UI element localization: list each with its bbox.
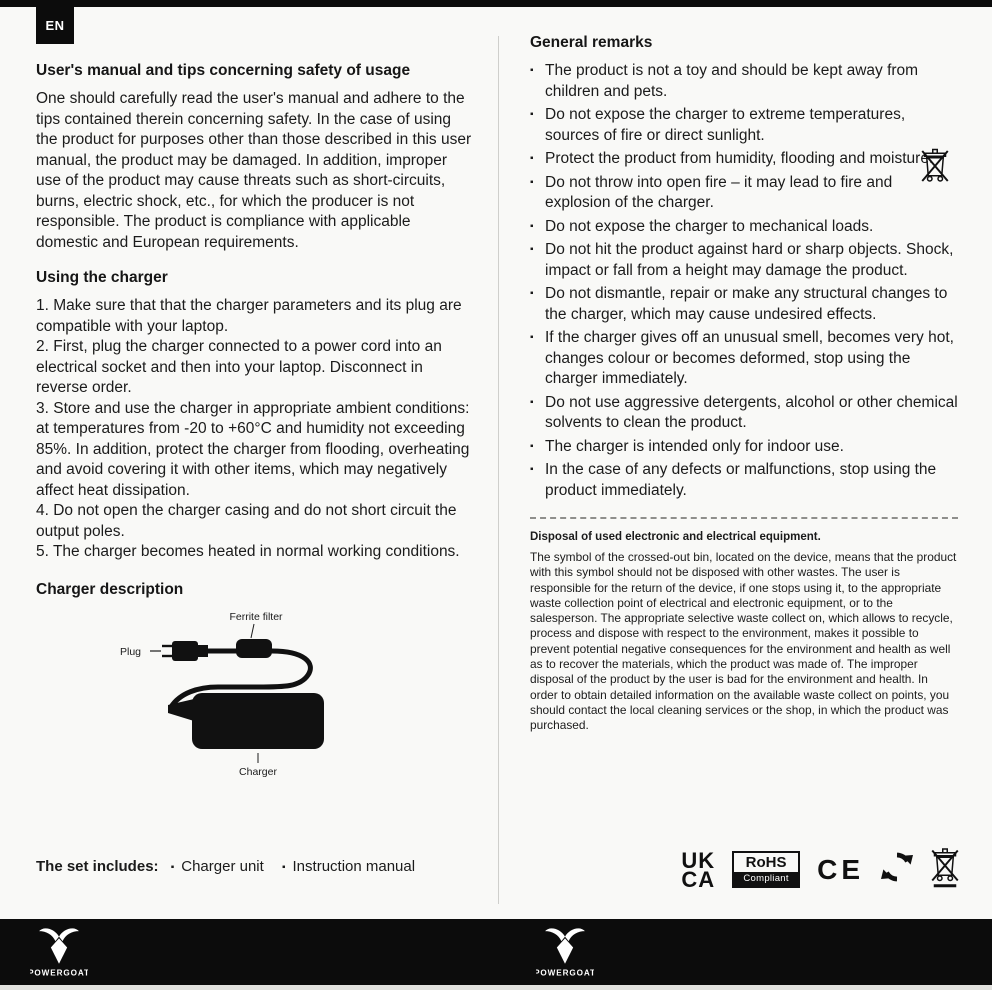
list-item: ▪ Protect the product from humidity, flooding and moisture. — [530, 149, 958, 170]
list-item: ▪ In the case of any defects or malfunctions, stop using the product immediately. — [530, 460, 958, 501]
charger-description-heading: Charger description — [36, 580, 184, 598]
column-divider — [498, 36, 499, 904]
list-item: ▪ Do not dismantle, repair or make any structural changes to the charger, which may cause undesired effects. — [530, 284, 958, 325]
step-item: 2. First, plug the charger connected to a power cord into an electrical socket and then into your laptop. Disconnect in reverse order. — [36, 338, 442, 396]
ce-mark: CE — [817, 853, 864, 885]
list-item: ▪ Do not use aggressive detergents, alcohol or other chemical solvents to clean the product. — [530, 393, 958, 434]
ukca-mark — [681, 847, 716, 892]
using-charger-heading: Using the charger — [36, 269, 168, 286]
weee-crossed-bin-drawing — [920, 146, 950, 186]
list-item: ▪ The charger is intended only for indoor use. — [530, 437, 958, 458]
left-column — [36, 62, 472, 785]
usage-paragraph: One should carefully read the user's manual and adhere to the tips contained therein concerning safety. In the case of using the product for purposes other than those described in this user manual, the product may be damaged. In addition, improper use of the product may cause threats such as short-circuits, burns, electric shock, etc., for which the producer is not responsible. The product is compliance with applicable domestic and European requirements. — [36, 90, 472, 251]
set-includes-item: ▪ Charger unit — [171, 858, 264, 875]
step-item: 3. Store and use the charger in appropriate ambient conditions: at temperatures from -20 to +60°C and humidity not exceeding 85%. In addition, protect the charger from flooding, overheating and avoid covering it with other items, which may negatively affect heat dissipation. — [36, 399, 470, 499]
step-item: 5. The charger becomes heated in normal working conditions. — [36, 543, 460, 560]
step-item: 4. Do not open the charger casing and do not short circuit the output poles. — [36, 502, 457, 540]
list-item: ▪ The product is not a toy and should be kept away from children and pets. — [530, 61, 958, 102]
list-item: ▪ If the charger gives off an unusual smell, becomes very hot, changes colour or becomes deformed, stop using the charger immediately. — [530, 328, 958, 390]
general-remarks-heading: General remarks — [530, 34, 653, 51]
weee-crossed-bin-icon — [920, 146, 950, 191]
set-includes-line — [36, 858, 429, 875]
powergoat-wordmark: POWERGOAT — [536, 968, 594, 978]
charger-diagram-drawing — [108, 605, 348, 780]
ferrite-filter-body — [236, 639, 272, 658]
rohs-title: RoHS — [745, 854, 787, 871]
ferrite-filter-label: Ferrite filter — [229, 610, 283, 623]
list-item: ▪ Do not expose the charger to mechanical loads. — [530, 217, 958, 238]
top-black-bar — [0, 0, 992, 7]
rohs-mark — [732, 851, 800, 888]
usage-heading: User's manual and tips concerning safety of usage — [36, 62, 411, 79]
ferrite-leader-line — [251, 624, 254, 638]
ukca-top: UK — [681, 847, 716, 873]
language-badge: EN — [36, 6, 74, 44]
list-item: ▪ Do not throw into open fire – it may lead to fire and explosion of the charger. — [530, 173, 958, 214]
right-column — [530, 34, 958, 734]
list-item: ▪ Do not hit the product against hard or sharp objects. Shock, impact or fall from a height may damage the product. — [530, 240, 958, 281]
list-item: ▪ Do not expose the charger to extreme temperatures, sources of fire or direct sunlight. — [530, 105, 958, 146]
disposal-paragraph: The symbol of the crossed-out bin, located on the device, means that the product with this symbol should not be disposed with other wastes. The user is responsible for the return of the device, if one stops using it, to the appropriate waste collection point of electrical and electronic equipment, or to the salesperson. The appropriate selective waste collect on, which allows to recycle, process and dispose with respect to the environment, makes it possible to prevent potential negative consequences for the environment and health as well as to recover the materials, which the product was made of. The improper disposal of the product by the user is bad for the environment and health. In order to obtain detailed information on the available waste collect on points, you should contact the local cleaning services or the shop, in which the product was purchased. — [530, 550, 957, 733]
compliance-marks-row — [530, 845, 960, 894]
ukca-bottom: CA — [681, 866, 716, 892]
charger-body — [192, 693, 324, 749]
general-remarks-list — [530, 61, 958, 501]
recycle-icon — [881, 851, 913, 888]
set-includes-item: ▪ Instruction manual — [282, 858, 415, 875]
set-includes-label: The set includes: — [36, 858, 159, 875]
powergoat-logo — [536, 922, 594, 982]
plug-body — [172, 641, 198, 661]
plug-label: Plug — [120, 645, 142, 658]
powergoat-logo — [30, 922, 88, 982]
powergoat-wordmark: POWERGOAT — [30, 968, 88, 978]
weee-crossed-bin-icon — [930, 845, 960, 894]
charger-diagram — [108, 605, 472, 785]
disposal-heading: Disposal of used electronic and electrical equipment. — [530, 531, 821, 543]
dashed-separator — [530, 517, 958, 519]
footer-bar — [0, 919, 992, 985]
using-charger-steps — [36, 296, 472, 563]
charger-label: Charger — [239, 765, 277, 778]
rohs-subtitle: Compliant — [734, 872, 798, 886]
step-item: 1. Make sure that that the charger parameters and its plug are compatible with your laptop. — [36, 297, 462, 335]
bottom-edge-strip — [0, 985, 992, 990]
